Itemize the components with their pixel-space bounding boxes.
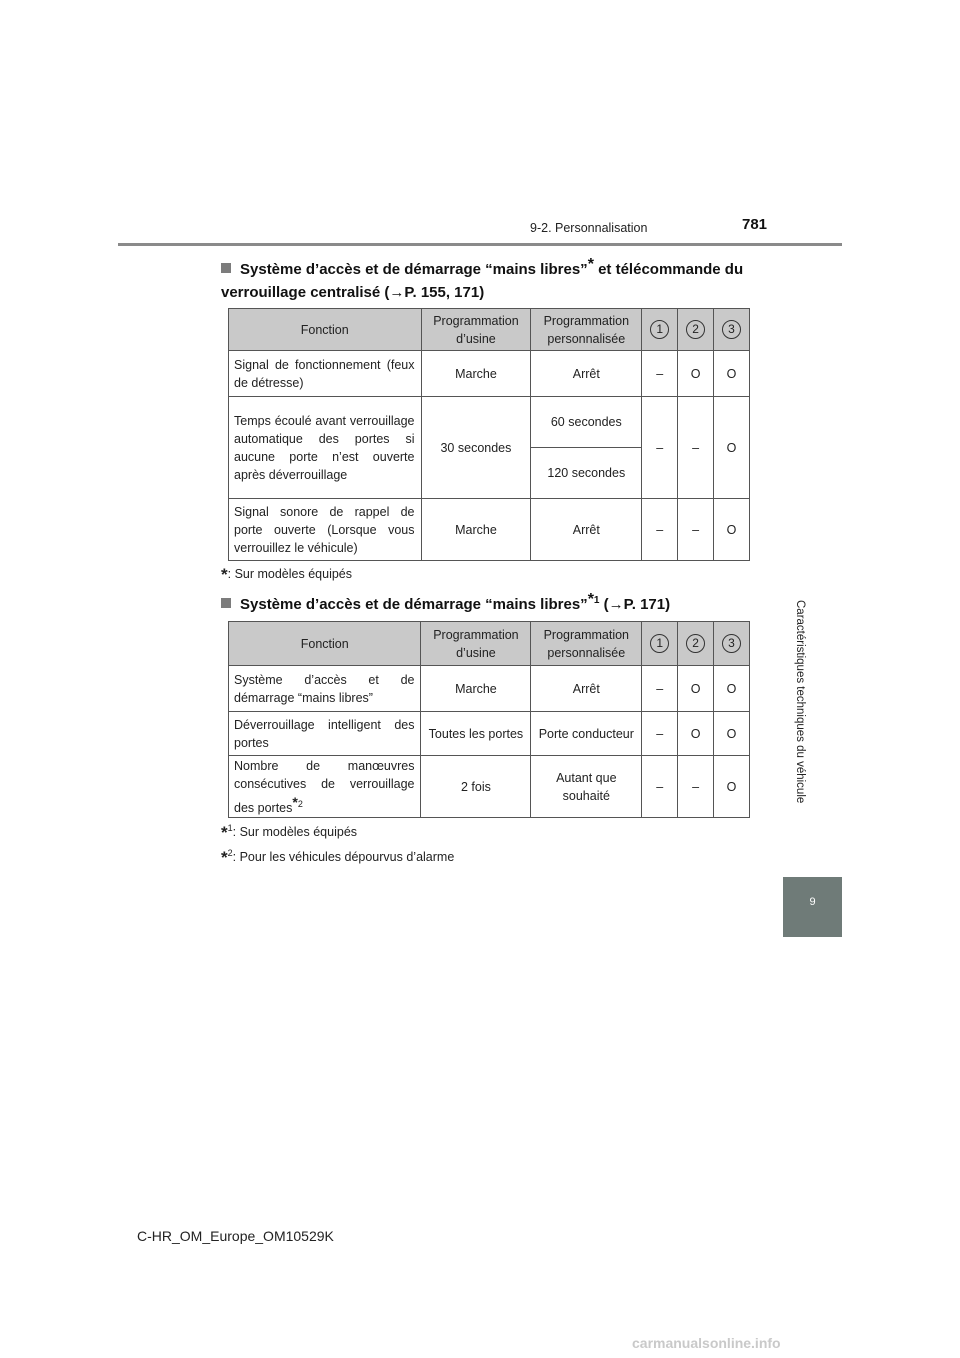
cell-c2: O — [678, 666, 714, 712]
footnote-star: * — [221, 565, 228, 584]
circled-1-icon: 1 — [650, 320, 669, 339]
col-3 — [714, 309, 750, 351]
cell-perso: Autant que souhaité — [531, 756, 642, 818]
cell-perso: Arrêt — [531, 666, 642, 712]
cell-c1: – — [642, 712, 678, 756]
circled-2-icon: 2 — [686, 634, 705, 653]
cell-usine: 2 fois — [421, 756, 531, 818]
section-bullet-icon — [221, 263, 231, 273]
cell-fonction-sup: 2 — [297, 798, 303, 809]
footer-document-code: C-HR_OM_Europe_OM10529K — [137, 1228, 334, 1244]
cell-fonction-star: * — [292, 793, 298, 810]
cell-c3: O — [714, 712, 750, 756]
side-chapter-number: 9 — [809, 896, 816, 908]
cell-perso: Porte conducteur — [531, 712, 642, 756]
cell-perso: 60 secondes — [531, 397, 642, 448]
col-2 — [678, 309, 714, 351]
cell-c2: – — [678, 756, 714, 818]
col-perso: Programmation personnalisée — [531, 309, 642, 351]
section2-title-text2: ( — [599, 596, 609, 613]
cell-c2: O — [678, 351, 714, 397]
section2-footnote-2 — [221, 848, 454, 868]
circled-3-icon: 3 — [722, 320, 741, 339]
table-row — [229, 756, 750, 818]
section2-title-star: * — [587, 591, 594, 608]
col-perso: Programmation personnalisée — [531, 622, 642, 666]
cell-fonction — [229, 756, 421, 818]
col-1 — [642, 622, 678, 666]
cell-fonction: Déverrouillage intelligent des portes — [229, 712, 421, 756]
section2-footnote-1 — [221, 823, 357, 843]
cell-c1: – — [642, 351, 678, 397]
cell-usine: Marche — [421, 351, 531, 397]
footnote-star: * — [221, 823, 228, 843]
footnote-text: : Sur modèles équipés — [232, 825, 358, 840]
cell-c3: O — [714, 756, 750, 818]
cell-perso: Arrêt — [531, 351, 642, 397]
circled-1-icon: 1 — [650, 634, 669, 653]
section2-title-sup: 1 — [593, 595, 600, 606]
section2-title-text: Système d’accès et de démarrage “mains libres” — [240, 596, 588, 613]
section1-title-text: Système d’accès et de démarrage “mains libres” — [240, 261, 588, 278]
col-3 — [714, 622, 750, 666]
cell-fonction: Signal de fonctionnement (feux de détresse) — [229, 351, 422, 397]
circled-2-icon: 2 — [686, 320, 705, 339]
table-row — [229, 666, 750, 712]
col-fonction: Fonction — [229, 622, 421, 666]
cell-usine: 30 secondes — [421, 397, 531, 499]
cell-c1: – — [642, 756, 678, 818]
section1-title-star: * — [587, 256, 594, 273]
footnote-star: * — [221, 848, 228, 868]
cell-c2: – — [678, 499, 714, 561]
table-row — [229, 499, 750, 561]
page-number: 781 — [742, 216, 768, 233]
cell-usine: Marche — [421, 499, 531, 561]
cell-c3: O — [714, 397, 750, 499]
cell-c1: – — [642, 499, 678, 561]
footnote-sup: 2 — [227, 848, 233, 858]
footnote-text: : Sur modèles équipés — [227, 567, 353, 581]
cell-c3: O — [714, 499, 750, 561]
section1-title — [221, 253, 746, 304]
cell-c1: – — [642, 397, 678, 499]
col-usine: Programmation d’usine — [421, 622, 531, 666]
col-fonction: Fonction — [229, 309, 422, 351]
col-usine: Programmation d’usine — [421, 309, 531, 351]
section1-table — [228, 308, 750, 561]
table-row — [229, 351, 750, 397]
cell-perso: Arrêt — [531, 499, 642, 561]
cell-fonction: Système d’accès et de démarrage “mains libres” — [229, 666, 421, 712]
watermark: carmanualsonline.info — [632, 1335, 781, 1351]
cell-fonction: Signal sonore de rappel de porte ouverte (Lorsque vous verrouillez le véhicule) — [229, 499, 422, 561]
section2-title — [221, 588, 781, 616]
cell-usine: Marche — [421, 666, 531, 712]
col-1 — [642, 309, 678, 351]
circled-3-icon: 3 — [722, 634, 741, 653]
header-section-title: 9-2. Personnalisation — [530, 221, 648, 235]
section2-table — [228, 621, 750, 818]
table-header-row — [229, 622, 750, 666]
cell-usine: Toutes les portes — [421, 712, 531, 756]
cell-c1: – — [642, 666, 678, 712]
arrow-icon: → — [608, 596, 624, 613]
section-bullet-icon — [221, 598, 231, 608]
section1-title-text2: et télécommande du verrouillage centralisé ( — [221, 261, 744, 301]
section1-title-ref[interactable]: P. 155, 171) — [404, 284, 485, 301]
side-chapter-tab — [783, 877, 842, 937]
footnote-text: : Pour les véhicules dépourvus d’alarme — [232, 850, 455, 865]
side-chapter-title: Caractéristiques techniques du véhicule — [794, 600, 806, 804]
section2-title-ref[interactable]: P. 171) — [623, 596, 671, 613]
cell-c2: – — [678, 397, 714, 499]
arrow-icon: → — [389, 284, 405, 301]
header-divider — [118, 243, 842, 246]
cell-fonction: Temps écoulé avant verrouillage automatique des portes si aucune porte n’est ouverte après déverrouillage — [229, 397, 422, 499]
table-row — [229, 397, 750, 448]
cell-c2: O — [678, 712, 714, 756]
cell-perso: 120 secondes — [531, 448, 642, 499]
col-2 — [678, 622, 714, 666]
cell-fonction-text: Nombre de manœuvres consécutives de verrouillage des portes — [234, 758, 415, 815]
section1-footnote — [221, 565, 352, 585]
table-row — [229, 712, 750, 756]
cell-c3: O — [714, 666, 750, 712]
cell-c3: O — [714, 351, 750, 397]
table-header-row — [229, 309, 750, 351]
footnote-sup: 1 — [227, 823, 233, 833]
